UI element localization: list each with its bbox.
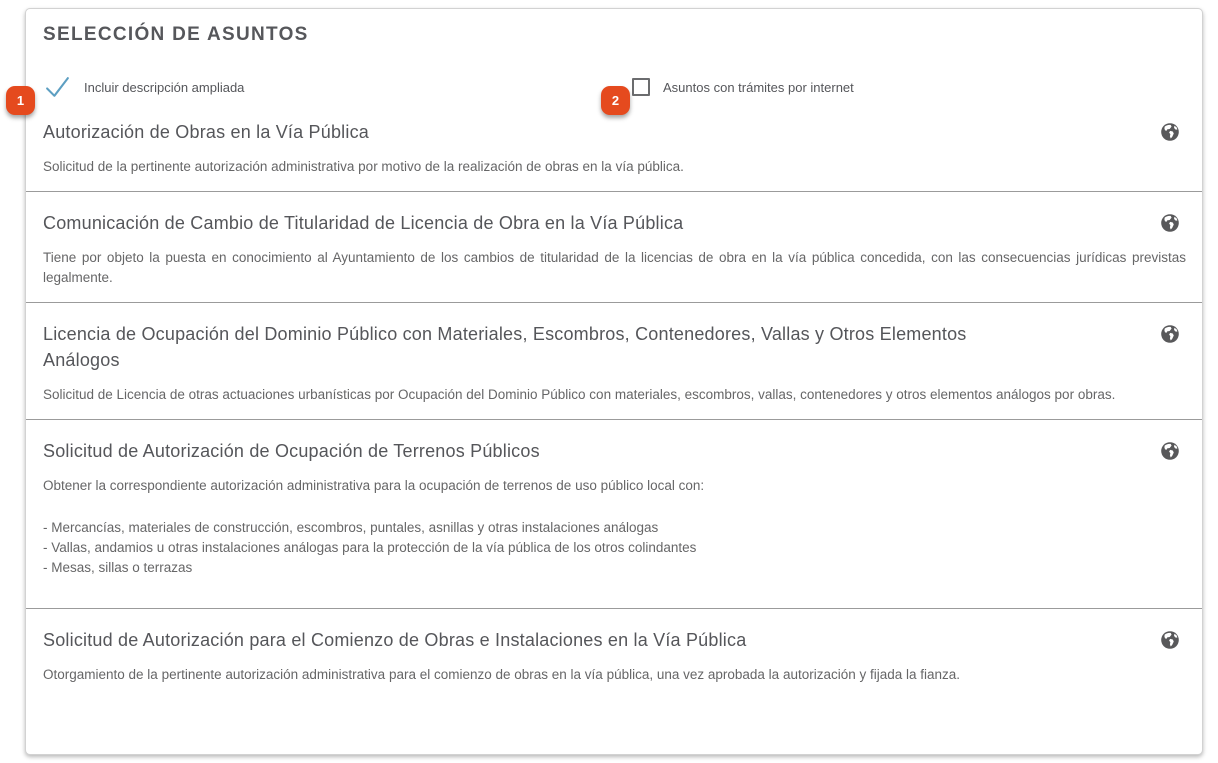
globe-icon[interactable]: [1159, 212, 1181, 234]
asunto-title[interactable]: Autorización de Obras en la Vía Pública: [43, 122, 369, 142]
filter-include-expanded-description[interactable]: [44, 73, 244, 101]
globe-icon[interactable]: [1159, 440, 1181, 462]
asunto-item[interactable]: [42, 303, 1186, 419]
asunto-title[interactable]: Licencia de Ocupación del Dominio Público con Materiales, Escombros, Contenedores, Vallas y Otros Elementos Análogos: [43, 324, 967, 370]
asunto-description: Solicitud de la pertinente autorización administrativa por motivo de la realización de obras en la vía pública.: [43, 159, 684, 174]
filter-internet-procedures-label: Asuntos con trámites por internet: [663, 79, 854, 95]
asunto-title[interactable]: Solicitud de Autorización para el Comienzo de Obras e Instalaciones en la Vía Pública: [43, 630, 747, 650]
globe-icon[interactable]: [1159, 323, 1181, 345]
asuntos-panel: [25, 8, 1203, 755]
asunto-detail-line: - Vallas, andamios u otras instalaciones análogas para la protección de la vía pública de los otros colindantes: [43, 540, 697, 555]
annotation-badge-2: 2: [601, 86, 630, 115]
asunto-description: Obtener la correspondiente autorización administrativa para la ocupación de terrenos de uso público local con:: [43, 478, 705, 493]
asunto-title[interactable]: Solicitud de Autorización de Ocupación de Terrenos Públicos: [43, 441, 540, 461]
asunto-description: Otorgamiento de la pertinente autorización administrativa para el comienzo de obras en la vía pública, una vez aprobada la autorización y fijada la fianza.: [43, 667, 961, 682]
checkmark-checked-icon[interactable]: [44, 74, 71, 101]
asunto-detail-line: - Mesas, sillas o terrazas: [43, 560, 193, 575]
asunto-title[interactable]: Comunicación de Cambio de Titularidad de Licencia de Obra en la Vía Pública: [43, 213, 684, 233]
asunto-detail-line: - Mercancías, materiales de construcción, escombros, puntales, asnillas y otras instalaciones análogas: [43, 520, 659, 535]
filter-internet-procedures[interactable]: [632, 73, 854, 101]
asunto-item[interactable]: [42, 420, 1186, 608]
checkbox-unchecked-icon[interactable]: [632, 78, 650, 96]
asunto-item[interactable]: [42, 609, 1186, 699]
filter-include-expanded-description-label: Incluir descripción ampliada: [84, 79, 245, 95]
globe-icon[interactable]: [1159, 121, 1181, 143]
globe-icon[interactable]: [1159, 629, 1181, 651]
asunto-detail-list: [42, 518, 1186, 578]
asunto-description: Tiene por objeto la puesta en conocimiento al Ayuntamiento de los cambios de titularidad de la licencias de obra en la vía pública concedida, con las consecuencias jurídicas previstas legalmente.: [43, 250, 1186, 285]
asunto-item[interactable]: [42, 192, 1186, 302]
asunto-description: Solicitud de Licencia de otras actuaciones urbanísticas por Ocupación del Dominio Público con materiales, escombros, vallas, contenedores y otros elementos análogos por obras.: [43, 387, 1116, 402]
annotation-badge-1: 1: [6, 86, 35, 115]
page-title: SELECCIÓN DE ASUNTOS: [43, 24, 309, 45]
